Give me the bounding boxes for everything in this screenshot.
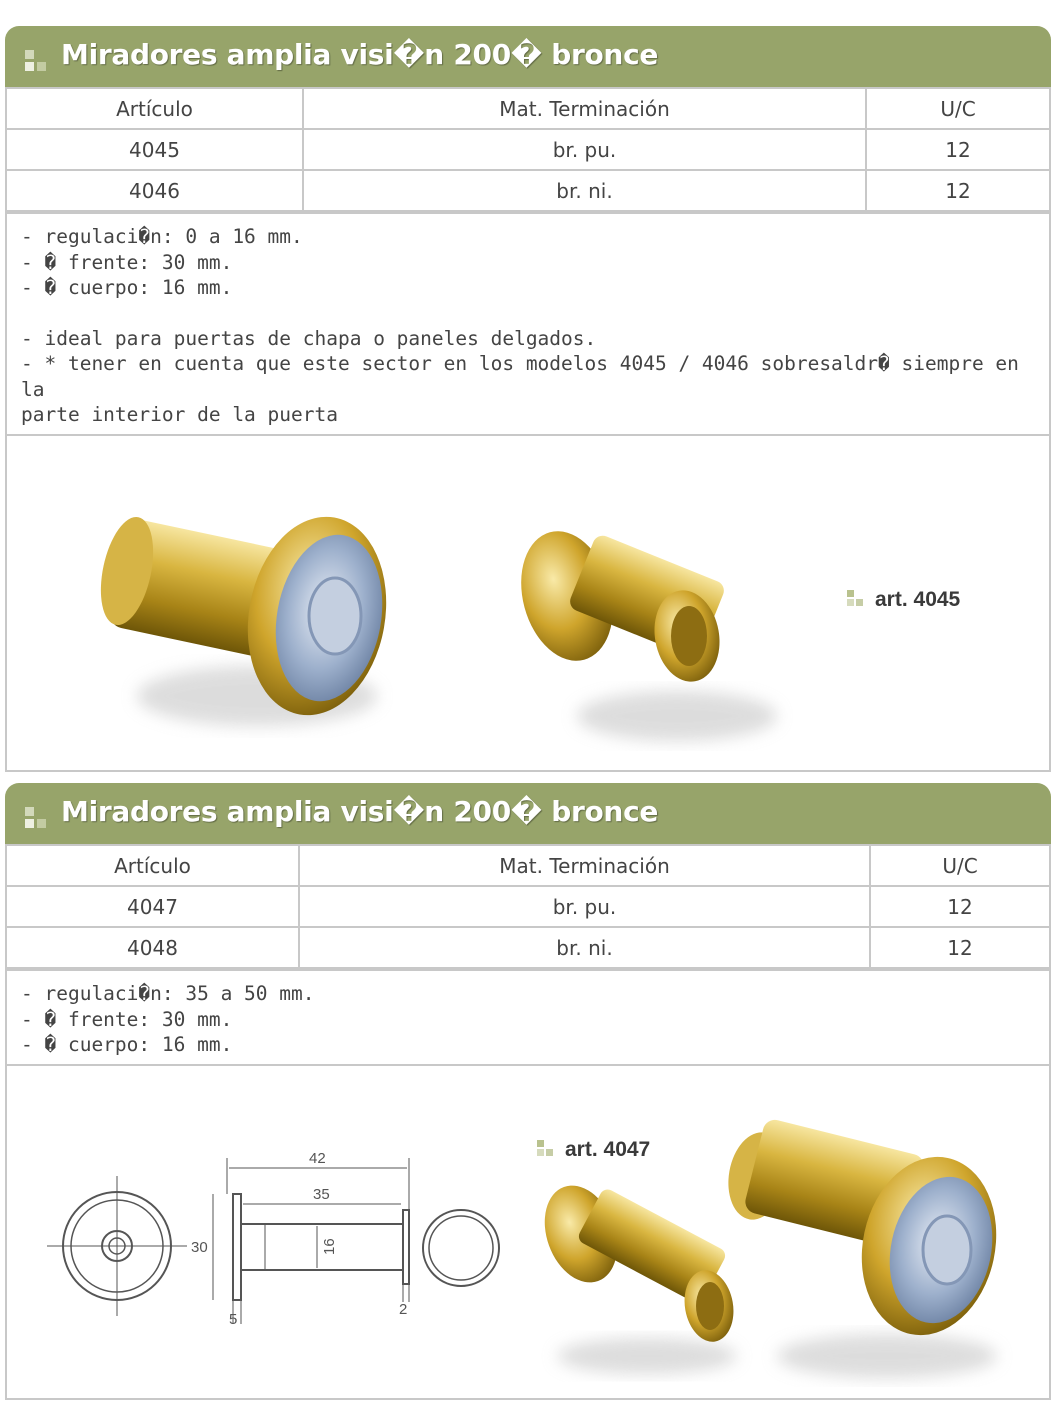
door-viewer-photo-large	[722, 1117, 1012, 1378]
note-line: parte interior de la puerta	[21, 403, 338, 426]
header-uc: U/C	[866, 88, 1049, 129]
note-line: - ideal para puertas de chapa o paneles delgados.	[21, 326, 597, 350]
cell-articulo: 4047	[7, 886, 299, 927]
dim-flange: 5	[229, 1310, 238, 1328]
spec-table-container	[5, 87, 1051, 772]
cell-uc: 12	[866, 170, 1049, 211]
product-image-area	[7, 434, 1049, 770]
header-terminacion: Mat. Terminación	[303, 88, 866, 129]
table-header-row	[7, 88, 1049, 129]
dim-body: 35	[313, 1185, 330, 1203]
cell-terminacion: br. ni.	[303, 170, 866, 211]
product-block-4045	[5, 26, 1051, 772]
bullet-squares-icon	[537, 1140, 557, 1158]
cell-uc: 12	[870, 886, 1049, 927]
header-articulo: Artículo	[7, 88, 303, 129]
bullet-squares-icon	[847, 590, 867, 608]
technical-drawing-ring-view	[423, 1210, 499, 1286]
section-title-bar	[5, 783, 1051, 844]
product-block-4047	[5, 783, 1051, 1400]
door-viewer-photo-back	[507, 520, 777, 740]
door-viewer-photo-front	[92, 505, 401, 726]
bullet-squares-icon	[25, 50, 47, 72]
spec-table	[7, 844, 1049, 969]
cell-terminacion: br. ni.	[299, 927, 870, 968]
spec-notes	[7, 212, 1049, 434]
technical-drawing-front-view	[47, 1176, 187, 1316]
table-row	[7, 927, 1049, 968]
door-viewer-photo-small	[532, 1175, 739, 1374]
table-row	[7, 170, 1049, 211]
dim-end: 2	[399, 1300, 408, 1318]
section-title: Miradores amplia visi�n 200� bronce	[61, 38, 659, 71]
spec-table	[7, 87, 1049, 212]
product-image-area	[7, 1064, 1049, 1398]
dim-front: 30	[191, 1238, 208, 1256]
table-row	[7, 129, 1049, 170]
dim-overall: 42	[309, 1149, 326, 1167]
article-label: art. 4047	[537, 1138, 650, 1162]
cell-articulo: 4048	[7, 927, 299, 968]
note-line: - regulaci�n: 0 a 16 mm.	[21, 225, 303, 248]
note-line: - regulaci�n: 35 a 50 mm.	[21, 982, 315, 1005]
dim-diameter: 16	[321, 1237, 338, 1255]
cell-uc: 12	[866, 129, 1049, 170]
note-line: - � frente: 30 mm.	[21, 1007, 233, 1031]
cell-articulo: 4046	[7, 170, 303, 211]
note-line: - � cuerpo: 16 mm.	[21, 1033, 233, 1056]
spec-table-container	[5, 844, 1051, 1400]
technical-drawing-side-view	[213, 1158, 409, 1324]
cell-terminacion: br. pu.	[299, 886, 870, 927]
note-line: - � frente: 30 mm.	[21, 250, 233, 274]
table-row	[7, 886, 1049, 927]
header-articulo: Artículo	[7, 845, 299, 886]
section-title: Miradores amplia visi�n 200� bronce	[61, 795, 659, 828]
article-label: art. 4045	[847, 588, 960, 612]
spec-notes	[7, 969, 1049, 1064]
cell-uc: 12	[870, 927, 1049, 968]
bullet-squares-icon	[25, 807, 47, 829]
cell-articulo: 4045	[7, 129, 303, 170]
product-drawing-and-photos	[7, 1066, 1049, 1398]
note-spacer	[21, 301, 1035, 326]
note-line: - * tener en cuenta que este sector en los modelos 4045 / 4046 sobresaldr� siempre en la	[21, 352, 1031, 401]
table-header-row	[7, 845, 1049, 886]
header-uc: U/C	[870, 845, 1049, 886]
cell-terminacion: br. pu.	[303, 129, 866, 170]
section-title-bar	[5, 26, 1051, 87]
header-terminacion: Mat. Terminación	[299, 845, 870, 886]
note-line: - � cuerpo: 16 mm.	[21, 276, 233, 299]
